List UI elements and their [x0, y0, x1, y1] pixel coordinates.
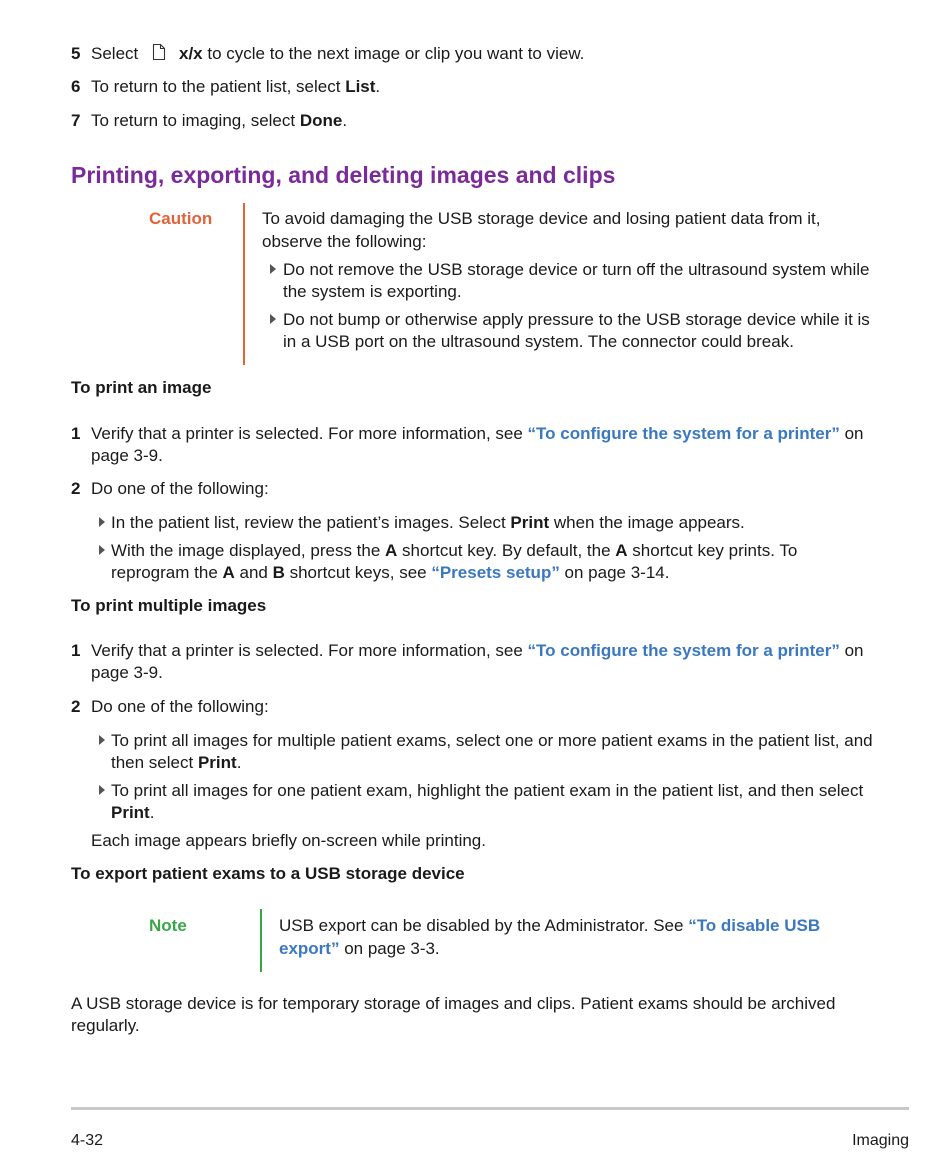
step-number: 1 [71, 424, 81, 443]
bullet-text: To print all images for one patient exam, highlight the patient exam in the patient list, and then select [111, 781, 864, 800]
bullet-text: reprogram the A and B shortcut keys, see “Presets setup” on page 3-14. [111, 563, 670, 582]
disable-usb-link[interactable]: “To disable USB [688, 916, 821, 935]
caution-bullet: in a USB port on the ultrasound system. The connector could break. [283, 332, 794, 351]
step-number: 7 [71, 111, 81, 130]
bullet-arrow-icon [99, 517, 105, 527]
step-text: x/x to cycle to the next image or clip you want to view. [179, 44, 585, 63]
body-paragraph: A USB storage device is for temporary storage of images and clips. Patient exams should be archived [71, 994, 836, 1013]
step-text: Verify that a printer is selected. For more information, see “To configure the system for a printer” on [91, 424, 864, 443]
step-text: To return to imaging, select Done. [91, 111, 348, 130]
step-text: page 3-9. [91, 663, 163, 682]
note-text: USB export can be disabled by the Administrator. See “To disable USB [279, 916, 821, 935]
step-text: Do one of the following: [91, 697, 269, 716]
step-number: 2 [71, 697, 81, 716]
page-number: 4-32 [71, 1132, 104, 1149]
procedure-heading: To export patient exams to a USB storage device [71, 864, 465, 883]
procedure-heading: To print multiple images [71, 596, 267, 615]
bullet-arrow-icon [270, 264, 276, 274]
printer-config-link[interactable]: “To configure the system for a printer” [527, 641, 840, 660]
bullet-arrow-icon [270, 314, 276, 324]
caution-bullet: the system is exporting. [283, 282, 462, 301]
footer-divider [71, 1107, 909, 1110]
note-label: Note [149, 916, 187, 935]
caution-label: Caution [149, 209, 213, 228]
bullet-arrow-icon [99, 545, 105, 555]
bullet-text: With the image displayed, press the A shortcut key. By default, the A shortcut key prints. To [111, 541, 798, 560]
note-divider [260, 909, 262, 972]
step-text: Each image appears briefly on-screen while printing. [91, 831, 486, 850]
step-number: 1 [71, 641, 81, 660]
procedure-heading: To print an image [71, 378, 212, 397]
bullet-text: then select Print. [111, 753, 242, 772]
bullet-text: To print all images for multiple patient exams, select one or more patient exams in the patient list, and [111, 731, 873, 750]
footer-section-name: Imaging [852, 1132, 909, 1149]
section-title: Printing, exporting, and deleting images and clips [71, 162, 616, 188]
step-text: To return to the patient list, select List. [91, 77, 381, 96]
caution-divider [243, 203, 245, 365]
caution-text: To avoid damaging the USB storage device and losing patient data from it, [262, 209, 821, 228]
step-text: Verify that a printer is selected. For more information, see “To configure the system for a printer” on [91, 641, 864, 660]
document-icon [152, 44, 166, 60]
step-text: Do one of the following: [91, 479, 269, 498]
bullet-text: In the patient list, review the patient’s images. Select Print when the image appears. [111, 513, 745, 532]
step-text: Select [91, 44, 139, 63]
step-text: page 3-9. [91, 446, 163, 465]
body-paragraph: regularly. [71, 1016, 140, 1035]
disable-usb-link[interactable]: export” [279, 939, 340, 958]
step-number: 2 [71, 479, 81, 498]
presets-setup-link[interactable]: “Presets setup” [431, 563, 560, 582]
bullet-arrow-icon [99, 785, 105, 795]
caution-bullet: Do not remove the USB storage device or turn off the ultrasound system while [283, 260, 870, 279]
caution-text: observe the following: [262, 232, 427, 251]
note-text: export” on page 3-3. [279, 939, 440, 958]
bullet-text: Print. [111, 803, 155, 822]
printer-config-link[interactable]: “To configure the system for a printer” [527, 424, 840, 443]
step-number: 5 [71, 44, 81, 63]
step-number: 6 [71, 77, 81, 96]
caution-bullet: Do not bump or otherwise apply pressure to the USB storage device while it is [283, 310, 870, 329]
bullet-arrow-icon [99, 735, 105, 745]
